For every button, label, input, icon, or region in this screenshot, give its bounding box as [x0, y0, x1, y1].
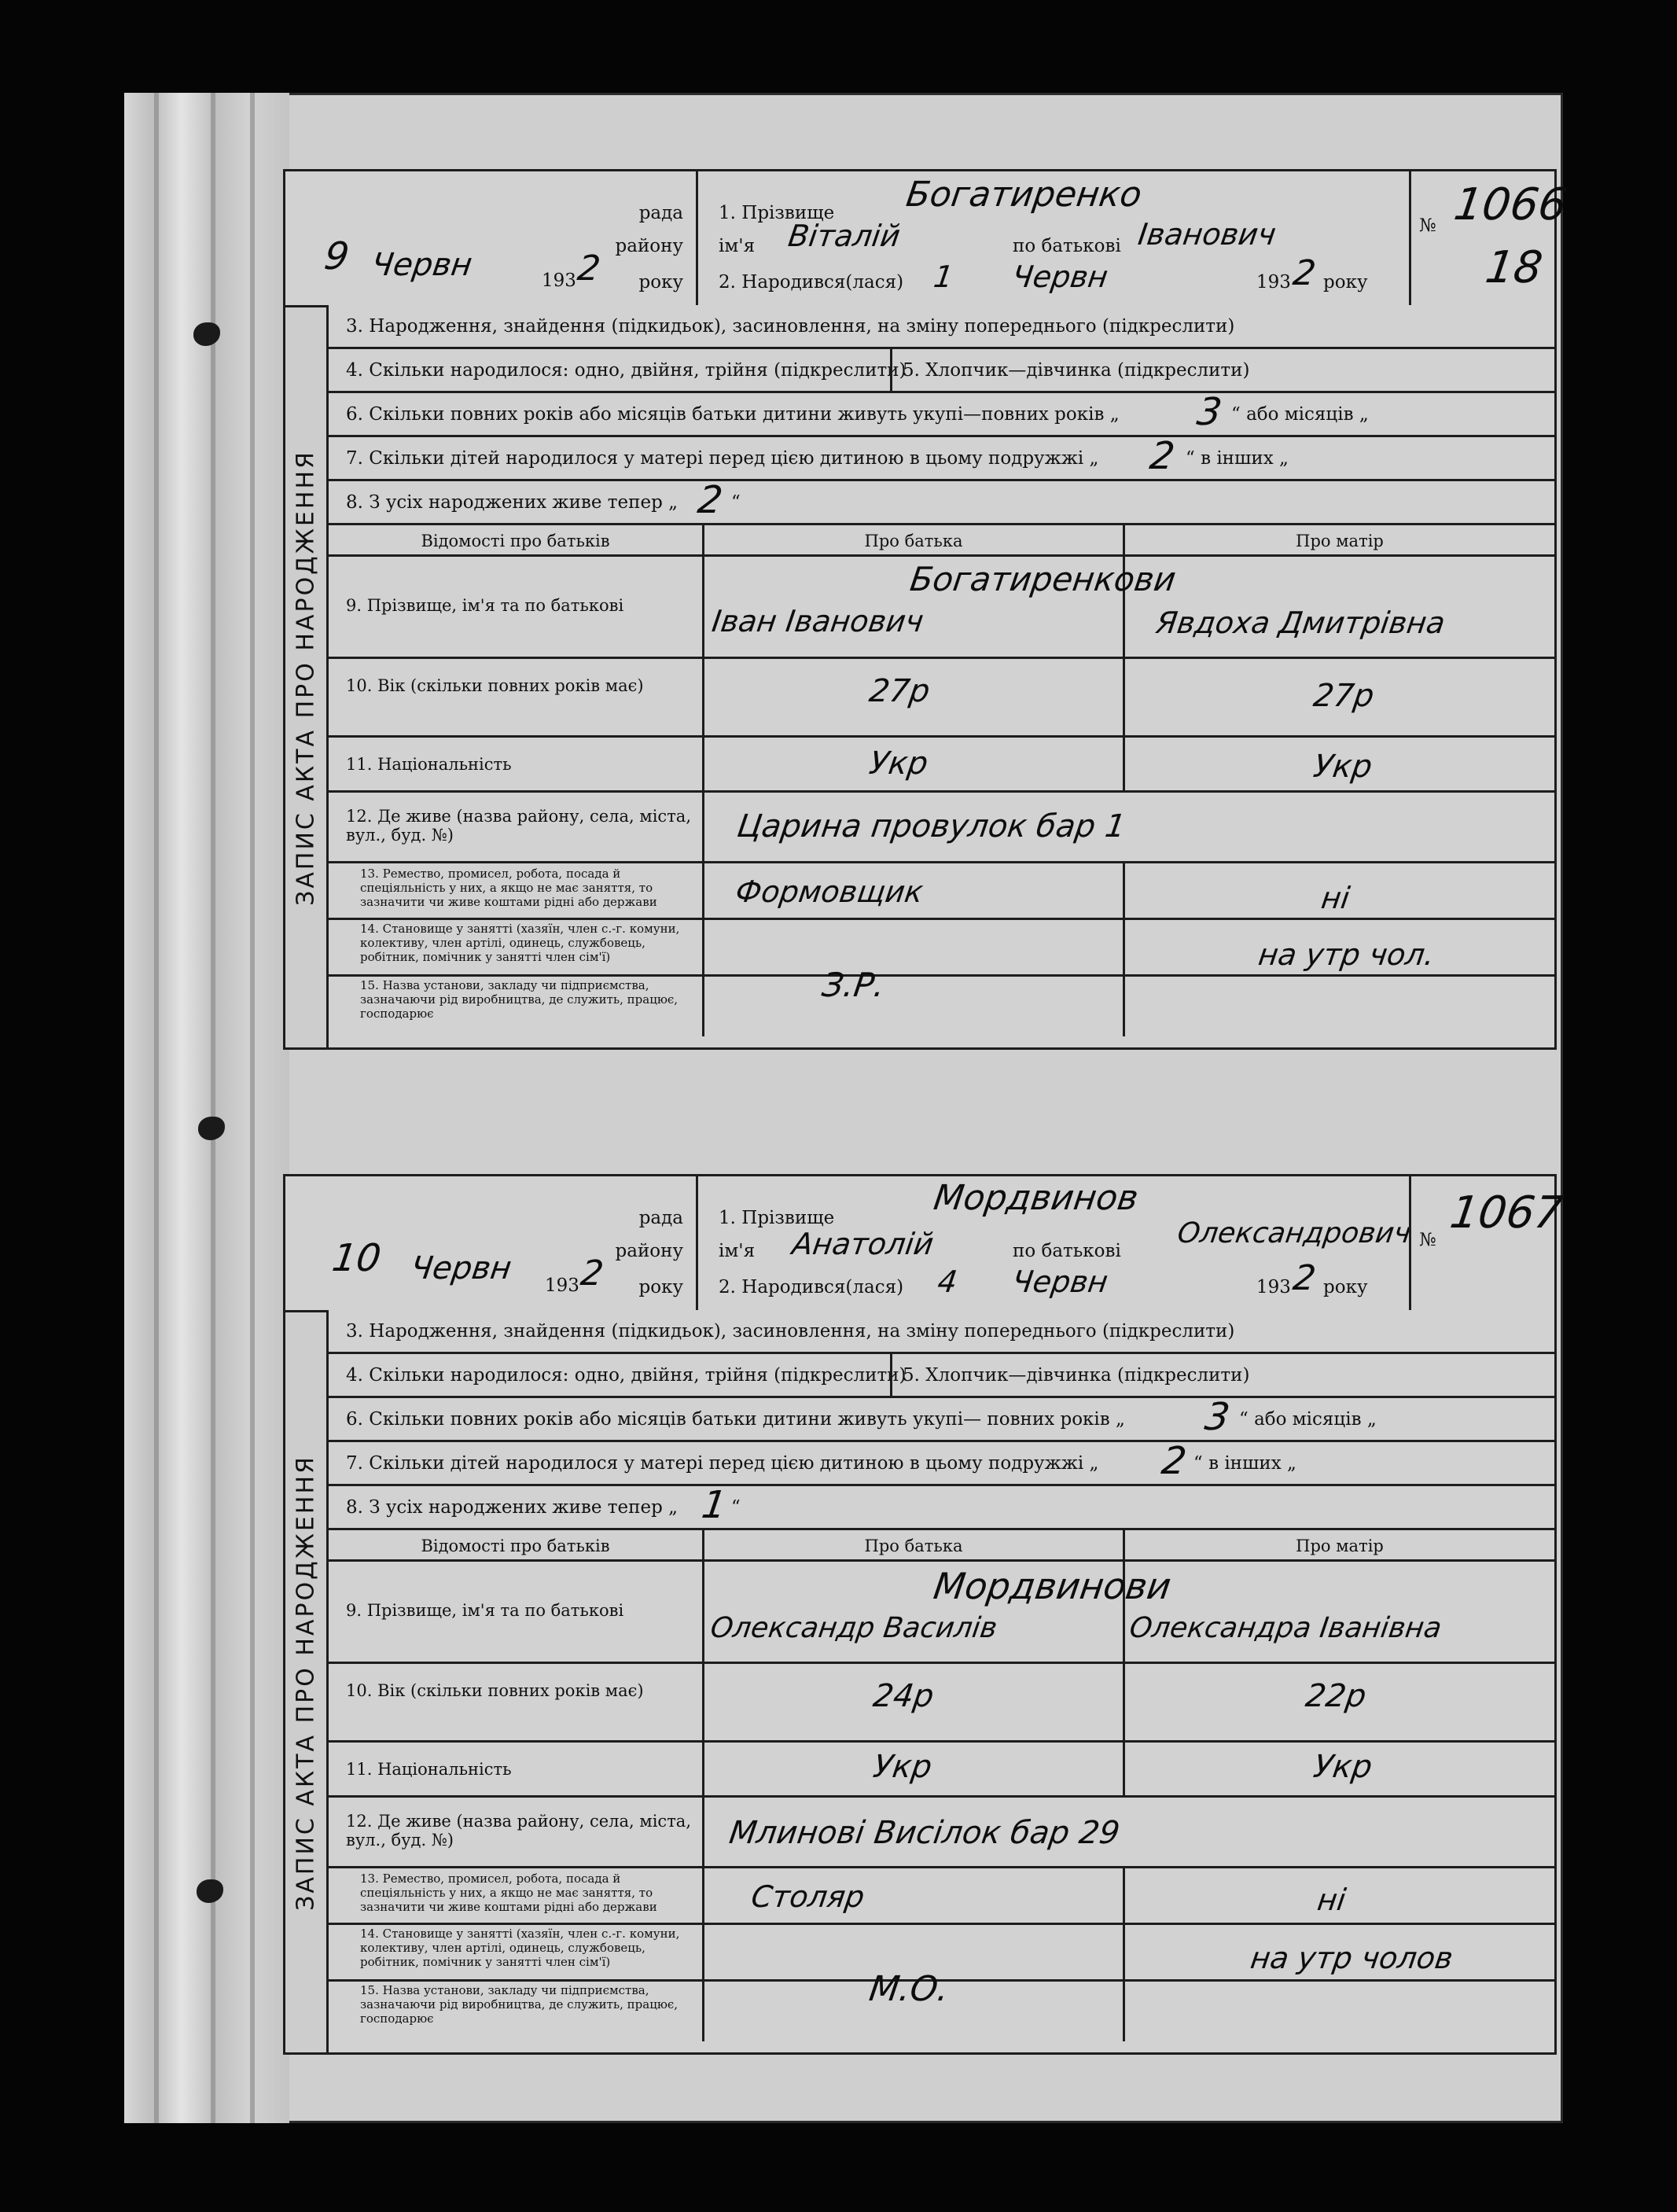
born-roku-label: року: [1323, 1277, 1368, 1297]
patronymic-label: по батькові: [1013, 236, 1121, 256]
label-11: 11. Національність: [346, 755, 512, 774]
father-nationality: Укр: [866, 745, 931, 782]
table-row-15: [329, 1969, 1554, 2041]
row-6-value: 3: [1194, 390, 1225, 434]
mother-status: на утр чолов: [1248, 1941, 1455, 1975]
side-title-band: [283, 1310, 329, 2055]
row-7-tail: “ в інших „: [1186, 448, 1289, 469]
side-title-band: [283, 305, 329, 1050]
born-label: 2. Народився(лася): [719, 1277, 904, 1297]
row-5-text: 5. Хлопчик—дівчинка (підкреслити): [903, 1365, 1250, 1386]
label-13: 13. Ремество, промисел, робота, посада й спеціяльність у них, а якщо не має заняття, то зазначити чи живе коштами рідні або держави: [360, 1872, 657, 1914]
row-8: [329, 478, 1554, 525]
record-number: 1067: [1447, 1187, 1567, 1238]
child-patronymic: Іванович: [1135, 217, 1278, 252]
row-6: [329, 1395, 1554, 1442]
reg-day: 10: [329, 1236, 384, 1280]
birth-record-form-1: [283, 169, 1571, 1050]
row-8-text: 8. З усіх народжених живе тепер „: [346, 1497, 679, 1518]
father-age: 27р: [866, 673, 932, 709]
parents-table: [329, 1530, 1554, 2041]
surname-label: 1. Прізвище: [719, 1208, 835, 1228]
parents-table: [329, 525, 1554, 1036]
common-surname: Богатиренкови: [907, 560, 1179, 598]
header-parents-info: Відомості про батьків: [421, 532, 610, 550]
row-3: [329, 305, 1554, 349]
table-row-12: [329, 1798, 1554, 1868]
child-patronymic: Олександрович: [1175, 1217, 1414, 1250]
form-header: [285, 1176, 1567, 1310]
child-block: [698, 1176, 1414, 1310]
label-12: 12. Де живе (назва району, села, міста, вул., буд. №): [346, 807, 692, 845]
table-row-11: [329, 738, 1554, 793]
record-number-block: [1409, 1176, 1567, 1310]
label-12: 12. Де живе (назва району, села, міста, вул., буд. №): [346, 1812, 692, 1849]
mother-nationality: Укр: [1311, 749, 1375, 785]
surname-label: 1. Прізвище: [719, 203, 835, 223]
row-6-text: 6. Скільки повних років або місяців батьки дитини живуть укупі— повних років „: [346, 1409, 1125, 1430]
table-row-9: [329, 557, 1554, 659]
child-surname: Мордвинов: [931, 1178, 1141, 1218]
reg-month: Червн: [408, 1250, 514, 1286]
table-row-12: [329, 793, 1554, 863]
registration-block: [285, 1176, 698, 1310]
form-rows: [329, 305, 1554, 1036]
common-surname: Мордвинови: [931, 1565, 1174, 1607]
child-name: Віталій: [785, 219, 903, 253]
rada-label: рада: [638, 203, 683, 223]
binding-spine: [124, 93, 289, 2123]
reg-month: Червн: [369, 247, 475, 283]
table-row-14: [329, 920, 1554, 977]
father-occupation: Формовщик: [733, 874, 925, 909]
born-day: 1: [931, 259, 956, 294]
row-4-text: 4. Скільки народилося: одно, двійня, трійня (підкреслити): [346, 1365, 907, 1386]
row-7-text: 7. Скільки дітей народилося у матері перед цією дитиною в цьому подружжі „: [346, 448, 1099, 469]
record-number-block: [1409, 171, 1571, 305]
row-8-text: 8. З усіх народжених живе тепер „: [346, 492, 679, 513]
row-4-text: 4. Скільки народилося: одно, двійня, трійня (підкреслити): [346, 360, 907, 381]
row-7-value: 2: [1147, 434, 1178, 478]
patronymic-label: по батькові: [1013, 1241, 1121, 1261]
reg-year-prefix: 193: [545, 1275, 579, 1296]
reg-year-digit: 2: [578, 1253, 606, 1294]
child-block: [698, 171, 1410, 305]
born-year-digit: 2: [1290, 253, 1318, 293]
reg-year-digit: 2: [575, 248, 603, 289]
form-header: [285, 171, 1571, 305]
reg-day: 9: [322, 234, 352, 278]
label-10: 10. Вік (скільки повних років має): [346, 676, 644, 695]
row-6-tail: “ або місяців „: [1231, 404, 1369, 425]
row-6-text: 6. Скільки повних років або місяців батьки дитини живуть укупі—повних років „: [346, 404, 1120, 425]
father-workplace: З.Р.: [819, 966, 888, 1004]
mother-age: 22р: [1303, 1678, 1369, 1714]
number-label: №: [1419, 215, 1436, 236]
table-row-9: [329, 1562, 1554, 1664]
header-father: Про батька: [864, 1537, 963, 1555]
born-day: 4: [935, 1264, 960, 1299]
father-occupation: Столяр: [748, 1879, 867, 1914]
name-label: ім'я: [719, 1241, 756, 1261]
table-header-row: [329, 1530, 1554, 1562]
table-header-row: [329, 525, 1554, 557]
label-13: 13. Ремество, промисел, робота, посада й спеціяльність у них, а якщо не має заняття, то зазначити чи живе коштами рідні або держави: [360, 867, 657, 909]
mother-occupation: ні: [1315, 1883, 1348, 1917]
born-roku-label: року: [1323, 272, 1368, 293]
row-7-text: 7. Скільки дітей народилося у матері перед цією дитиною в цьому подружжі „: [346, 1453, 1099, 1474]
row-7-tail: “ в інших „: [1193, 1453, 1296, 1474]
raionu-label: району: [615, 1241, 683, 1261]
header-mother: Про матір: [1296, 532, 1384, 550]
born-year-prefix: 193: [1256, 272, 1291, 293]
side-title: ЗАПИС АКТА ПРО НАРОДЖЕННЯ: [292, 449, 320, 906]
mother-age: 27р: [1311, 678, 1377, 714]
header-mother: Про матір: [1296, 1537, 1384, 1555]
label-15: 15. Назва установи, закладу чи підприємства, зазначаючи рід виробництва, де служить, працює, господарює: [360, 978, 679, 1021]
registration-block: [285, 171, 698, 305]
row-7-value: 2: [1159, 1439, 1190, 1483]
row-7: [329, 1439, 1554, 1486]
table-row-10: [329, 659, 1554, 738]
row-6: [329, 390, 1554, 437]
born-year-digit: 2: [1290, 1258, 1318, 1298]
row-3-text: 3. Народження, знайдення (підкидьок), засиновлення, на зміну попереднього (підкреслити): [346, 1321, 1235, 1342]
born-month: Червн: [1010, 259, 1110, 294]
row-8: [329, 1483, 1554, 1530]
label-11: 11. Національність: [346, 1760, 512, 1779]
row-6-tail: “ або місяців „: [1239, 1409, 1377, 1430]
label-14: 14. Становище у занятті (хазяїн, член с.-г. комуни, колективу, член артілі, одинець, службовець, робітник, помічник у занятті член сім'ї): [360, 1927, 680, 1969]
born-label: 2. Народився(лася): [719, 272, 904, 293]
row-4-5: [329, 349, 1554, 393]
mother-name: Явдоха Дмитрівна: [1153, 605, 1447, 640]
born-month: Червн: [1010, 1264, 1110, 1299]
header-father: Про батька: [864, 532, 963, 550]
mother-occupation: ні: [1318, 881, 1352, 915]
birth-record-form-2: [283, 1174, 1567, 2055]
row-8-tail: “: [731, 492, 741, 513]
roku-label: року: [638, 1277, 683, 1297]
father-nationality: Укр: [870, 1749, 935, 1785]
row-3: [329, 1310, 1554, 1354]
name-label: ім'я: [719, 236, 756, 256]
record-sub-number: 18: [1482, 242, 1546, 293]
row-3-text: 3. Народження, знайдення (підкидьок), засиновлення, на зміну попереднього (підкреслити): [346, 316, 1235, 337]
label-9: 9. Прізвище, ім'я та по батькові: [346, 1601, 624, 1620]
row-6-value: 3: [1202, 1395, 1233, 1439]
rada-label: рада: [638, 1208, 683, 1228]
label-10: 10. Вік (скільки повних років має): [346, 1681, 644, 1700]
child-name: Анатолій: [789, 1227, 936, 1261]
table-row-13: [329, 1868, 1554, 1925]
row-5-text: 5. Хлопчик—дівчинка (підкреслити): [903, 360, 1250, 381]
father-workplace: М.О.: [866, 1969, 952, 2009]
label-15: 15. Назва установи, закладу чи підприємства, зазначаючи рід виробництва, де служить, працює, господарює: [360, 1983, 679, 2026]
born-year-prefix: 193: [1256, 1277, 1291, 1297]
header-parents-info: Відомості про батьків: [421, 1537, 610, 1555]
reg-year-prefix: 193: [542, 271, 576, 291]
address: Млинові Висілок бар 29: [726, 1815, 1122, 1851]
form-rows: [329, 1310, 1554, 2041]
row-8-value: 2: [695, 478, 726, 522]
number-label: №: [1419, 1230, 1436, 1250]
father-name: Олександр Василів: [708, 1612, 999, 1644]
table-row-15: [329, 966, 1554, 1036]
mother-status: на утр чол.: [1256, 937, 1437, 972]
child-surname: Богатиренко: [903, 175, 1145, 215]
row-8-tail: “: [731, 1497, 741, 1518]
table-row-11: [329, 1743, 1554, 1798]
mother-name: Олександра Іванівна: [1127, 1612, 1444, 1644]
row-7: [329, 434, 1554, 481]
record-number: 1066: [1451, 179, 1571, 230]
roku-label: року: [638, 272, 683, 293]
side-title: ЗАПИС АКТА ПРО НАРОДЖЕННЯ: [292, 1454, 320, 1911]
father-name: Іван Іванович: [709, 604, 926, 639]
father-age: 24р: [870, 1678, 936, 1714]
row-8-value: 1: [699, 1483, 730, 1527]
label-9: 9. Прізвище, ім'я та по батькові: [346, 596, 624, 615]
table-row-13: [329, 863, 1554, 920]
raionu-label: району: [615, 236, 683, 256]
mother-nationality: Укр: [1311, 1749, 1375, 1785]
address: Царина провулок бар 1: [734, 808, 1128, 845]
row-4-5: [329, 1354, 1554, 1398]
table-row-10: [329, 1664, 1554, 1743]
label-14: 14. Становище у занятті (хазяїн, член с.-г. комуни, колективу, член артілі, одинець, службовець, робітник, помічник у занятті член сім'ї): [360, 922, 680, 964]
